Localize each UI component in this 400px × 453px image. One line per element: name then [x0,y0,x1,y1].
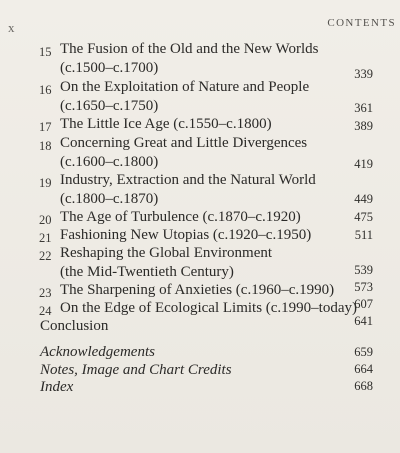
chapter-dates: (c.1650–c.1750) [60,98,159,114]
chapter-number: 15 [39,45,52,59]
page-number: 573 [354,280,373,294]
chapter-number: 23 [39,286,52,300]
chapter-title: The Age of Turbulence (c.1870–c.1920) [60,209,301,225]
page-number: 419 [354,157,373,171]
conclusion-title: Conclusion [40,318,109,334]
page-number: 539 [354,263,373,277]
chapter-number: 17 [39,120,52,134]
page-number: 361 [354,101,373,115]
page-number: 664 [354,362,373,376]
page-number: 668 [354,379,373,393]
chapter-number: 22 [39,249,52,263]
chapter-title: The Fusion of the Old and the New Worlds [60,41,319,57]
running-head: CONTENTS [327,17,396,29]
page-number: 339 [354,67,373,81]
back-matter-title: Index [40,379,74,395]
back-matter-title: Acknowledgements [40,344,155,360]
chapter-number: 16 [39,83,52,97]
chapter-title: Reshaping the Global Environment [60,245,273,261]
chapter-number: 24 [39,304,52,318]
chapter-number: 18 [39,139,52,153]
chapter-dates: (c.1800–c.1870) [60,191,159,207]
page-number: 659 [354,345,373,359]
chapter-title: The Little Ice Age (c.1550–c.1800) [60,116,272,132]
chapter-title: Fashioning New Utopias (c.1920–c.1950) [60,227,312,243]
chapter-title: The Sharpening of Anxieties (c.1960–c.1990) [60,282,335,298]
chapter-title: On the Edge of Ecological Limits (c.1990–today) [60,300,358,316]
chapter-dates: (c.1500–c.1700) [60,60,159,76]
page-number: 607 [354,297,373,311]
page-folio: x [8,20,16,35]
page-number: 449 [354,192,373,206]
chapter-dates: (c.1600–c.1800) [60,154,159,170]
back-matter-title: Notes, Image and Chart Credits [40,362,232,378]
chapter-number: 21 [39,231,52,245]
page-number: 511 [354,228,373,242]
chapter-number: 19 [39,176,52,190]
chapter-number: 20 [39,213,52,227]
chapter-title: Industry, Extraction and the Natural World [60,172,316,188]
chapter-title: Concerning Great and Little Divergences [60,135,308,151]
page-number: 475 [354,210,373,224]
page-number: 641 [354,314,373,328]
chapter-title: On the Exploitation of Nature and People [60,79,310,95]
chapter-dates: (the Mid-Twentieth Century) [60,264,234,280]
page-number: 389 [354,119,373,133]
